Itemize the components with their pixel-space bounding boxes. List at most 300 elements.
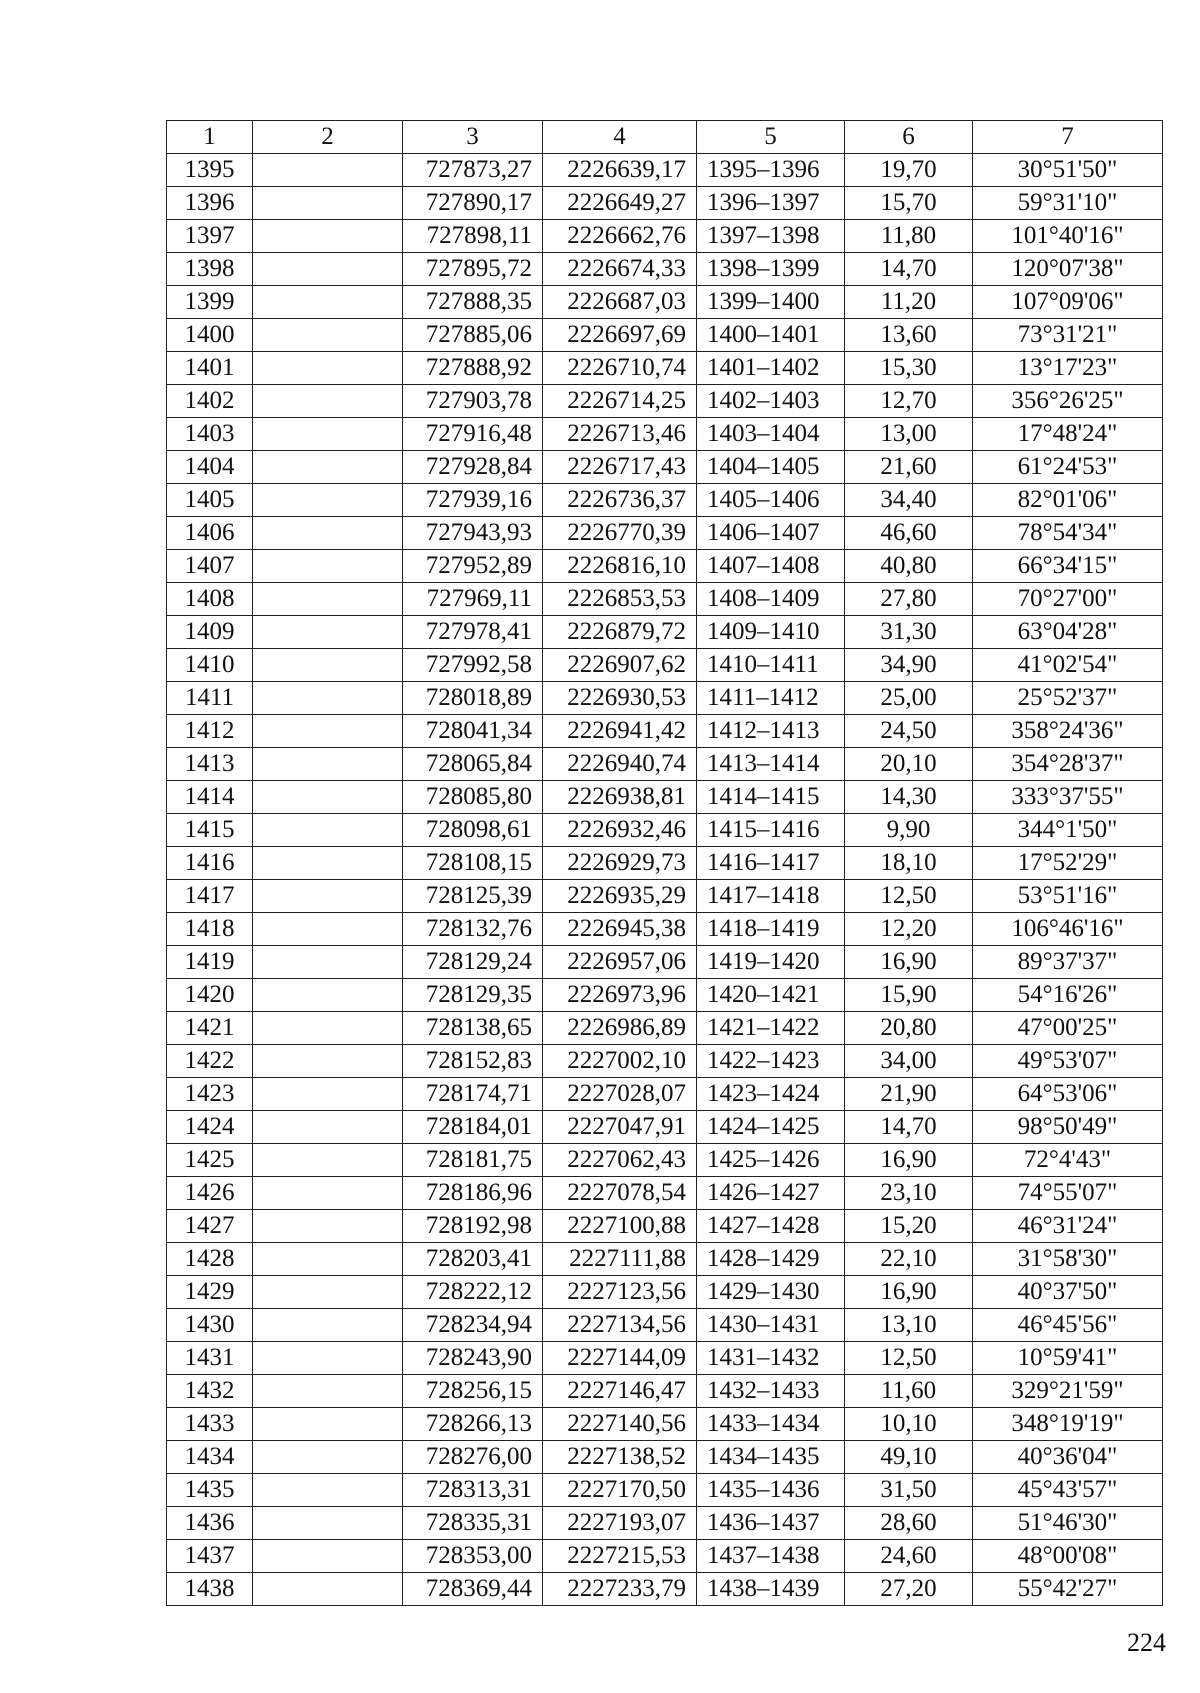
y-coordinate-cell: 2226930,53 — [543, 682, 697, 715]
y-coordinate-cell: 2227215,53 — [543, 1540, 697, 1573]
note-cell — [253, 286, 403, 319]
segment-cell: 1432–1433 — [697, 1375, 845, 1408]
point-number-cell: 1432 — [167, 1375, 253, 1408]
bearing-cell: 329°21'59" — [973, 1375, 1163, 1408]
segment-cell: 1407–1408 — [697, 550, 845, 583]
bearing-cell: 46°45'56" — [973, 1309, 1163, 1342]
table-row — [167, 286, 1163, 319]
note-cell — [253, 979, 403, 1012]
point-number-cell: 1407 — [167, 550, 253, 583]
length-cell: 16,90 — [845, 1144, 973, 1177]
note-cell — [253, 1177, 403, 1210]
bearing-cell: 354°28'37" — [973, 748, 1163, 781]
note-cell — [253, 913, 403, 946]
x-coordinate-cell: 727928,84 — [403, 451, 543, 484]
length-cell: 27,20 — [845, 1573, 973, 1606]
note-cell — [253, 814, 403, 847]
note-cell — [253, 1276, 403, 1309]
length-cell: 15,90 — [845, 979, 973, 1012]
length-cell: 11,20 — [845, 286, 973, 319]
segment-cell: 1438–1439 — [697, 1573, 845, 1606]
point-number-cell: 1395 — [167, 154, 253, 187]
note-cell — [253, 748, 403, 781]
length-cell: 28,60 — [845, 1507, 973, 1540]
segment-cell: 1420–1421 — [697, 979, 845, 1012]
segment-cell: 1426–1427 — [697, 1177, 845, 1210]
y-coordinate-cell: 2226945,38 — [543, 913, 697, 946]
x-coordinate-cell: 728138,65 — [403, 1012, 543, 1045]
table-row — [167, 1012, 1163, 1045]
point-number-cell: 1410 — [167, 649, 253, 682]
y-coordinate-cell: 2227002,10 — [543, 1045, 697, 1078]
length-cell: 21,90 — [845, 1078, 973, 1111]
bearing-cell: 101°40'16" — [973, 220, 1163, 253]
note-cell — [253, 319, 403, 352]
bearing-cell: 48°00'08" — [973, 1540, 1163, 1573]
point-number-cell: 1397 — [167, 220, 253, 253]
bearing-cell: 72°4'43" — [973, 1144, 1163, 1177]
note-cell — [253, 1507, 403, 1540]
length-cell: 24,60 — [845, 1540, 973, 1573]
bearing-cell: 31°58'30" — [973, 1243, 1163, 1276]
table-row — [167, 1078, 1163, 1111]
point-number-cell: 1424 — [167, 1111, 253, 1144]
table-row — [167, 616, 1163, 649]
x-coordinate-cell: 728186,96 — [403, 1177, 543, 1210]
segment-cell: 1400–1401 — [697, 319, 845, 352]
point-number-cell: 1434 — [167, 1441, 253, 1474]
length-cell: 19,70 — [845, 154, 973, 187]
table-row — [167, 1045, 1163, 1078]
x-coordinate-cell: 728234,94 — [403, 1309, 543, 1342]
point-number-cell: 1419 — [167, 946, 253, 979]
note-cell — [253, 946, 403, 979]
segment-cell: 1417–1418 — [697, 880, 845, 913]
segment-cell: 1402–1403 — [697, 385, 845, 418]
segment-cell: 1409–1410 — [697, 616, 845, 649]
length-cell: 40,80 — [845, 550, 973, 583]
x-coordinate-cell: 728018,89 — [403, 682, 543, 715]
x-coordinate-cell: 728222,12 — [403, 1276, 543, 1309]
note-cell — [253, 418, 403, 451]
x-coordinate-cell: 728353,00 — [403, 1540, 543, 1573]
y-coordinate-cell: 2227111,88 — [543, 1243, 697, 1276]
point-number-cell: 1414 — [167, 781, 253, 814]
bearing-cell: 356°26'25" — [973, 385, 1163, 418]
point-number-cell: 1403 — [167, 418, 253, 451]
length-cell: 31,50 — [845, 1474, 973, 1507]
y-coordinate-cell: 2226714,25 — [543, 385, 697, 418]
segment-cell: 1437–1438 — [697, 1540, 845, 1573]
segment-cell: 1418–1419 — [697, 913, 845, 946]
note-cell — [253, 253, 403, 286]
segment-cell: 1410–1411 — [697, 649, 845, 682]
bearing-cell: 66°34'15" — [973, 550, 1163, 583]
note-cell — [253, 1474, 403, 1507]
y-coordinate-cell: 2226770,39 — [543, 517, 697, 550]
y-coordinate-cell: 2226879,72 — [543, 616, 697, 649]
table-row — [167, 682, 1163, 715]
bearing-cell: 45°43'57" — [973, 1474, 1163, 1507]
table-row — [167, 715, 1163, 748]
bearing-cell: 55°42'27" — [973, 1573, 1163, 1606]
point-number-cell: 1430 — [167, 1309, 253, 1342]
x-coordinate-cell: 728243,90 — [403, 1342, 543, 1375]
table-row — [167, 1210, 1163, 1243]
length-cell: 14,70 — [845, 1111, 973, 1144]
table-row — [167, 1111, 1163, 1144]
segment-cell: 1408–1409 — [697, 583, 845, 616]
length-cell: 13,10 — [845, 1309, 973, 1342]
y-coordinate-cell: 2226697,69 — [543, 319, 697, 352]
y-coordinate-cell: 2226907,62 — [543, 649, 697, 682]
point-number-cell: 1396 — [167, 187, 253, 220]
segment-cell: 1403–1404 — [697, 418, 845, 451]
y-coordinate-cell: 2226935,29 — [543, 880, 697, 913]
table-row — [167, 583, 1163, 616]
segment-cell: 1428–1429 — [697, 1243, 845, 1276]
x-coordinate-cell: 728174,71 — [403, 1078, 543, 1111]
table-row — [167, 1144, 1163, 1177]
point-number-cell: 1406 — [167, 517, 253, 550]
point-number-cell: 1401 — [167, 352, 253, 385]
length-cell: 27,80 — [845, 583, 973, 616]
bearing-cell: 70°27'00" — [973, 583, 1163, 616]
note-cell — [253, 1441, 403, 1474]
point-number-cell: 1425 — [167, 1144, 253, 1177]
segment-cell: 1404–1405 — [697, 451, 845, 484]
length-cell: 49,10 — [845, 1441, 973, 1474]
table-row — [167, 517, 1163, 550]
table-row — [167, 385, 1163, 418]
y-coordinate-cell: 2227170,50 — [543, 1474, 697, 1507]
length-cell: 25,00 — [845, 682, 973, 715]
point-number-cell: 1398 — [167, 253, 253, 286]
y-coordinate-cell: 2227062,43 — [543, 1144, 697, 1177]
bearing-cell: 344°1'50" — [973, 814, 1163, 847]
bearing-cell: 47°00'25" — [973, 1012, 1163, 1045]
length-cell: 20,10 — [845, 748, 973, 781]
segment-cell: 1395–1396 — [697, 154, 845, 187]
note-cell — [253, 1144, 403, 1177]
segment-cell: 1415–1416 — [697, 814, 845, 847]
table-row — [167, 649, 1163, 682]
bearing-cell: 46°31'24" — [973, 1210, 1163, 1243]
x-coordinate-cell: 727898,11 — [403, 220, 543, 253]
x-coordinate-cell: 728129,24 — [403, 946, 543, 979]
x-coordinate-cell: 727903,78 — [403, 385, 543, 418]
bearing-cell: 30°51'50" — [973, 154, 1163, 187]
x-coordinate-cell: 727943,93 — [403, 517, 543, 550]
length-cell: 34,90 — [845, 649, 973, 682]
point-number-cell: 1413 — [167, 748, 253, 781]
note-cell — [253, 1540, 403, 1573]
column-header: 3 — [403, 121, 543, 154]
y-coordinate-cell: 2226986,89 — [543, 1012, 697, 1045]
segment-cell: 1431–1432 — [697, 1342, 845, 1375]
segment-cell: 1399–1400 — [697, 286, 845, 319]
point-number-cell: 1418 — [167, 913, 253, 946]
bearing-cell: 41°02'54" — [973, 649, 1163, 682]
bearing-cell: 358°24'36" — [973, 715, 1163, 748]
x-coordinate-cell: 727888,35 — [403, 286, 543, 319]
segment-cell: 1429–1430 — [697, 1276, 845, 1309]
point-number-cell: 1405 — [167, 484, 253, 517]
table-row — [167, 946, 1163, 979]
x-coordinate-cell: 728192,98 — [403, 1210, 543, 1243]
note-cell — [253, 187, 403, 220]
length-cell: 16,90 — [845, 946, 973, 979]
length-cell: 23,10 — [845, 1177, 973, 1210]
x-coordinate-cell: 727890,17 — [403, 187, 543, 220]
table-row — [167, 880, 1163, 913]
table-row — [167, 781, 1163, 814]
table-row — [167, 1441, 1163, 1474]
x-coordinate-cell: 728266,13 — [403, 1408, 543, 1441]
point-number-cell: 1411 — [167, 682, 253, 715]
point-number-cell: 1409 — [167, 616, 253, 649]
bearing-cell: 106°46'16" — [973, 913, 1163, 946]
note-cell — [253, 1309, 403, 1342]
table-row — [167, 1507, 1163, 1540]
y-coordinate-cell: 2226639,17 — [543, 154, 697, 187]
x-coordinate-cell: 727969,11 — [403, 583, 543, 616]
x-coordinate-cell: 727873,27 — [403, 154, 543, 187]
x-coordinate-cell: 727992,58 — [403, 649, 543, 682]
x-coordinate-cell: 728184,01 — [403, 1111, 543, 1144]
table-row — [167, 1243, 1163, 1276]
y-coordinate-cell: 2226932,46 — [543, 814, 697, 847]
x-coordinate-cell: 728085,80 — [403, 781, 543, 814]
x-coordinate-cell: 727885,06 — [403, 319, 543, 352]
x-coordinate-cell: 728369,44 — [403, 1573, 543, 1606]
length-cell: 46,60 — [845, 517, 973, 550]
table-row — [167, 1408, 1163, 1441]
bearing-cell: 40°37'50" — [973, 1276, 1163, 1309]
note-cell — [253, 1243, 403, 1276]
x-coordinate-cell: 728203,41 — [403, 1243, 543, 1276]
point-number-cell: 1399 — [167, 286, 253, 319]
segment-cell: 1416–1417 — [697, 847, 845, 880]
segment-cell: 1396–1397 — [697, 187, 845, 220]
x-coordinate-cell: 728065,84 — [403, 748, 543, 781]
segment-cell: 1423–1424 — [697, 1078, 845, 1111]
segment-cell: 1398–1399 — [697, 253, 845, 286]
note-cell — [253, 1210, 403, 1243]
note-cell — [253, 352, 403, 385]
segment-cell: 1406–1407 — [697, 517, 845, 550]
note-cell — [253, 1408, 403, 1441]
y-coordinate-cell: 2227047,91 — [543, 1111, 697, 1144]
note-cell — [253, 1342, 403, 1375]
point-number-cell: 1417 — [167, 880, 253, 913]
coordinates-table — [166, 120, 1163, 1606]
length-cell: 31,30 — [845, 616, 973, 649]
x-coordinate-cell: 728108,15 — [403, 847, 543, 880]
bearing-cell: 51°46'30" — [973, 1507, 1163, 1540]
bearing-cell: 120°07'38" — [973, 253, 1163, 286]
y-coordinate-cell: 2227028,07 — [543, 1078, 697, 1111]
x-coordinate-cell: 727952,89 — [403, 550, 543, 583]
table-row — [167, 1474, 1163, 1507]
point-number-cell: 1421 — [167, 1012, 253, 1045]
point-number-cell: 1433 — [167, 1408, 253, 1441]
y-coordinate-cell: 2227193,07 — [543, 1507, 697, 1540]
table-row — [167, 418, 1163, 451]
x-coordinate-cell: 728098,61 — [403, 814, 543, 847]
table-row — [167, 913, 1163, 946]
table-header-row — [167, 121, 1163, 154]
page-number: 224 — [1127, 1628, 1166, 1657]
y-coordinate-cell: 2226717,43 — [543, 451, 697, 484]
y-coordinate-cell: 2227233,79 — [543, 1573, 697, 1606]
bearing-cell: 82°01'06" — [973, 484, 1163, 517]
length-cell: 12,20 — [845, 913, 973, 946]
y-coordinate-cell: 2226736,37 — [543, 484, 697, 517]
segment-cell: 1421–1422 — [697, 1012, 845, 1045]
note-cell — [253, 682, 403, 715]
y-coordinate-cell: 2227140,56 — [543, 1408, 697, 1441]
segment-cell: 1411–1412 — [697, 682, 845, 715]
bearing-cell: 89°37'37" — [973, 946, 1163, 979]
length-cell: 9,90 — [845, 814, 973, 847]
point-number-cell: 1412 — [167, 715, 253, 748]
bearing-cell: 25°52'37" — [973, 682, 1163, 715]
segment-cell: 1405–1406 — [697, 484, 845, 517]
point-number-cell: 1438 — [167, 1573, 253, 1606]
bearing-cell: 333°37'55" — [973, 781, 1163, 814]
point-number-cell: 1415 — [167, 814, 253, 847]
table-row — [167, 1375, 1163, 1408]
note-cell — [253, 1078, 403, 1111]
y-coordinate-cell: 2226938,81 — [543, 781, 697, 814]
x-coordinate-cell: 728335,31 — [403, 1507, 543, 1540]
table-row — [167, 187, 1163, 220]
column-header: 5 — [697, 121, 845, 154]
bearing-cell: 98°50'49" — [973, 1111, 1163, 1144]
point-number-cell: 1402 — [167, 385, 253, 418]
y-coordinate-cell: 2226662,76 — [543, 220, 697, 253]
y-coordinate-cell: 2226853,53 — [543, 583, 697, 616]
bearing-cell: 40°36'04" — [973, 1441, 1163, 1474]
length-cell: 34,40 — [845, 484, 973, 517]
note-cell — [253, 1111, 403, 1144]
table-row — [167, 979, 1163, 1012]
segment-cell: 1397–1398 — [697, 220, 845, 253]
length-cell: 11,80 — [845, 220, 973, 253]
note-cell — [253, 1573, 403, 1606]
length-cell: 11,60 — [845, 1375, 973, 1408]
note-cell — [253, 220, 403, 253]
x-coordinate-cell: 728129,35 — [403, 979, 543, 1012]
point-number-cell: 1423 — [167, 1078, 253, 1111]
note-cell — [253, 451, 403, 484]
point-number-cell: 1429 — [167, 1276, 253, 1309]
y-coordinate-cell: 2226929,73 — [543, 847, 697, 880]
note-cell — [253, 583, 403, 616]
table-body — [167, 154, 1163, 1606]
segment-cell: 1433–1434 — [697, 1408, 845, 1441]
note-cell — [253, 1012, 403, 1045]
y-coordinate-cell: 2227100,88 — [543, 1210, 697, 1243]
bearing-cell: 74°55'07" — [973, 1177, 1163, 1210]
bearing-cell: 49°53'07" — [973, 1045, 1163, 1078]
segment-cell: 1436–1437 — [697, 1507, 845, 1540]
x-coordinate-cell: 727978,41 — [403, 616, 543, 649]
length-cell: 10,10 — [845, 1408, 973, 1441]
table-row — [167, 1276, 1163, 1309]
column-header: 1 — [167, 121, 253, 154]
segment-cell: 1414–1415 — [697, 781, 845, 814]
point-number-cell: 1435 — [167, 1474, 253, 1507]
note-cell — [253, 385, 403, 418]
point-number-cell: 1408 — [167, 583, 253, 616]
point-number-cell: 1426 — [167, 1177, 253, 1210]
segment-cell: 1430–1431 — [697, 1309, 845, 1342]
bearing-cell: 10°59'41" — [973, 1342, 1163, 1375]
bearing-cell: 73°31'21" — [973, 319, 1163, 352]
length-cell: 14,30 — [845, 781, 973, 814]
note-cell — [253, 847, 403, 880]
x-coordinate-cell: 727916,48 — [403, 418, 543, 451]
y-coordinate-cell: 2227146,47 — [543, 1375, 697, 1408]
x-coordinate-cell: 727888,92 — [403, 352, 543, 385]
segment-cell: 1435–1436 — [697, 1474, 845, 1507]
length-cell: 16,90 — [845, 1276, 973, 1309]
bearing-cell: 64°53'06" — [973, 1078, 1163, 1111]
length-cell: 20,80 — [845, 1012, 973, 1045]
point-number-cell: 1420 — [167, 979, 253, 1012]
table-row — [167, 814, 1163, 847]
x-coordinate-cell: 728256,15 — [403, 1375, 543, 1408]
segment-cell: 1401–1402 — [697, 352, 845, 385]
segment-cell: 1424–1425 — [697, 1111, 845, 1144]
length-cell: 24,50 — [845, 715, 973, 748]
bearing-cell: 54°16'26" — [973, 979, 1163, 1012]
y-coordinate-cell: 2227123,56 — [543, 1276, 697, 1309]
note-cell — [253, 781, 403, 814]
length-cell: 14,70 — [845, 253, 973, 286]
table-row — [167, 484, 1163, 517]
point-number-cell: 1437 — [167, 1540, 253, 1573]
note-cell — [253, 517, 403, 550]
note-cell — [253, 1375, 403, 1408]
length-cell: 12,70 — [845, 385, 973, 418]
table-row — [167, 847, 1163, 880]
column-header: 4 — [543, 121, 697, 154]
note-cell — [253, 616, 403, 649]
y-coordinate-cell: 2226973,96 — [543, 979, 697, 1012]
point-number-cell: 1431 — [167, 1342, 253, 1375]
length-cell: 15,30 — [845, 352, 973, 385]
x-coordinate-cell: 728152,83 — [403, 1045, 543, 1078]
table-row — [167, 550, 1163, 583]
bearing-cell: 107°09'06" — [973, 286, 1163, 319]
table-row — [167, 1177, 1163, 1210]
y-coordinate-cell: 2227134,56 — [543, 1309, 697, 1342]
table-row — [167, 220, 1163, 253]
length-cell: 13,00 — [845, 418, 973, 451]
length-cell: 15,70 — [845, 187, 973, 220]
note-cell — [253, 880, 403, 913]
segment-cell: 1413–1414 — [697, 748, 845, 781]
segment-cell: 1434–1435 — [697, 1441, 845, 1474]
bearing-cell: 13°17'23" — [973, 352, 1163, 385]
note-cell — [253, 1045, 403, 1078]
x-coordinate-cell: 728041,34 — [403, 715, 543, 748]
x-coordinate-cell: 728125,39 — [403, 880, 543, 913]
table-row — [167, 1540, 1163, 1573]
